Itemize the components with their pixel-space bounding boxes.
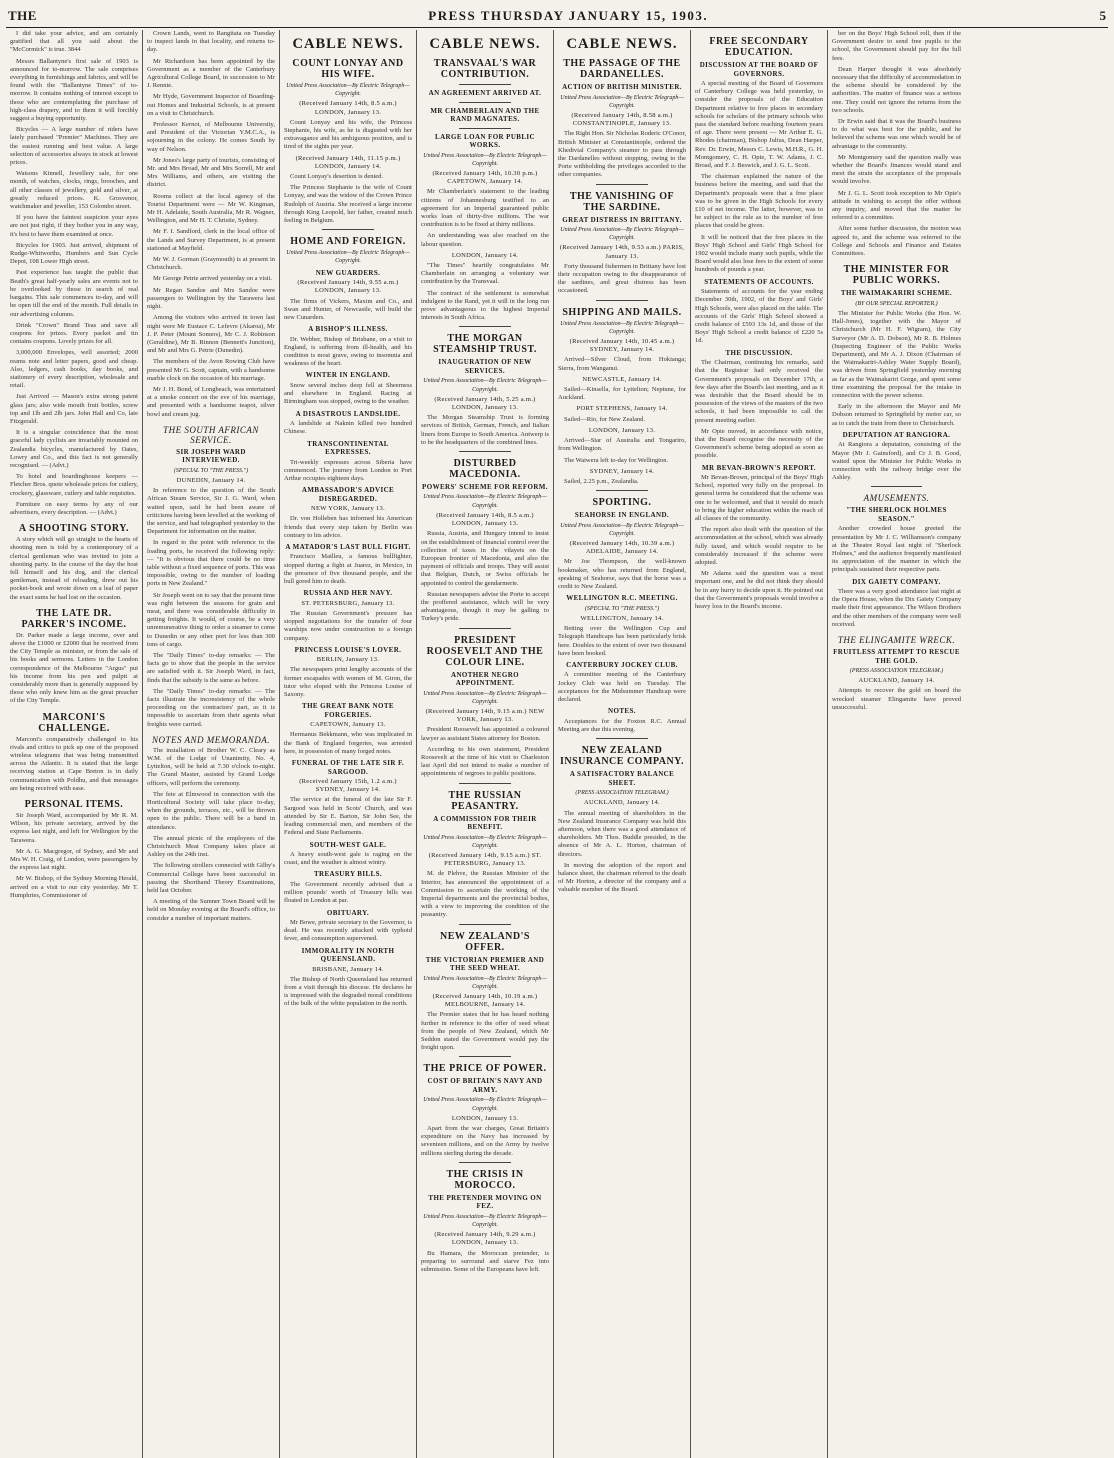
paragraph: Sailed, 2.25 p.m., Zealandia. — [564, 477, 639, 485]
sub-headline: DISCUSSION AT THE BOARD OF GOVERNORS. — [699, 61, 819, 78]
dateline: BRISBANE, January 14. — [312, 965, 384, 973]
paragraph: Mr Joe Thompson, the well-known bookmaker, who has returned from England, speaking of Seahorse, says that the horse was a credit to New Zealand. — [558, 558, 686, 591]
section-headline: THE LATE DR. PARKER'S INCOME. — [21, 607, 127, 630]
section-headline: DISTURBED MACEDONIA. — [449, 457, 521, 480]
credit-line: United Press Association—By Electric Telegraph—Copyright. — [560, 227, 684, 242]
paragraph: Dr. Parker made a large income, over and above the £1000 or £2000 that he received from the City Temple as minister, or from the sale of his books and sermons. Letters in the London correspondence of the Melbourne "Argus" put his income from his pen and pulpit at considerably more than is generally supposed by those who only knew him as the great preacher of the City Temple. — [10, 631, 138, 705]
paragraph: Mr Hyde, Government Inspector of Boarding-out Homes and Industrial Schools, is at present on a visit to Christchurch. — [147, 93, 275, 117]
paragraph: To hotel and boardinghouse keepers — Fletcher Bros. quote wholesale prices for cutlery, crockery, glassware, cutlery and table requisites. — [10, 473, 138, 497]
credit-line: United Press Association—By Electric Telegraph—Copyright. — [560, 320, 684, 335]
dateline: (Received January 14th, 9.55 a.m.) LONDON, January 13. — [297, 279, 399, 295]
section-headline: SPORTING. — [592, 497, 652, 509]
divider — [871, 486, 923, 487]
paragraph: The Morgan Steamship Trust is forming services of British, German, French, and Italian liners from Europe to South America. Antwerp is to be the headquarters of the combined lines. — [421, 414, 549, 446]
paragraph: Bicycles for 1903. Just arrived, shipment of Rudge-Whitworths, Humbers and Sun Cycle Depot, 108 Lower High street. — [10, 241, 138, 266]
paragraph: Mr Jones's large party of tourists, consisting of Mr. and Mrs Broad, Mr and Mrs Sorrell, Mr and Mrs Williams, and others, are visiting the district. — [147, 156, 275, 189]
column-5 — [554, 30, 691, 1458]
sub-headline: POWERS' SCHEME FOR REFORM. — [422, 482, 548, 491]
italic-headline: THE ELINGAMITE WRECK. — [837, 635, 956, 646]
paragraph: The Premier states that he has heard nothing further in reference to the offer of seed wheat from the people of New Zealand, which Mr Seddon stated the Government would pay the freight upon. — [421, 1011, 549, 1052]
column-3 — [280, 30, 417, 1458]
sub-headline: FRUITLESS ATTEMPT TO RESCUE THE GOLD. — [833, 648, 960, 665]
paragraph: There was a very good attendance last night at the Opera House, when the Dix Gaiety Company made their first appearance. The Wilson Brothers and the other members of the company were well received. — [832, 588, 961, 628]
sub-headline: WELLINGTON R.C. MEETING. — [566, 594, 678, 603]
paragraph: "The Times" heartily congratulates Mr Chamberlain on arranging a voluntary war contribution by the Transvaal. — [421, 261, 549, 286]
dateline: SYDNEY, January 14. — [589, 467, 655, 475]
divider — [459, 1056, 510, 1057]
dateline: (Received January 14th, 11.15 p.m.) LONDON, January 14. — [295, 154, 401, 170]
paragraph: Russia, Austria, and Hungary intend to insist on the establishment of financial control over the collection of taxes in the vilayets on the European frontier of Macedonia, and also the payment of officials and troops. They will assist that Belgian, Dutch, or Swiss officials be appointed to control the gendarmerie. — [421, 530, 549, 587]
paragraph: A committee meeting of the Canterbury Jockey Club was held on Tuesday. The acceptances for the Midsummer Handicap were declared. — [558, 671, 686, 704]
dateline: NEW YORK, January 13. — [311, 505, 385, 513]
divider — [459, 1162, 510, 1163]
divider — [459, 128, 510, 129]
paragraph: A meeting of the Sumner Town Board will be held on Monday evening at the Board's office, to consider a number of important matters. — [147, 898, 275, 922]
dateline: LONDON, January 14. — [451, 251, 519, 259]
paragraph: Mr W. J. Gorman (Graymouth) is at present in Christchurch. — [147, 256, 275, 272]
divider — [596, 738, 647, 739]
dateline: BERLIN, January 13. — [316, 656, 380, 664]
sub-headline: TREASURY BILLS. — [313, 870, 383, 879]
sub-headline: ANOTHER NEGRO APPOINTMENT. — [450, 670, 519, 688]
credit-line: United Press Association—By Electric Telegraph—Copyright. — [423, 1213, 547, 1229]
paragraph: Russian newspapers advise the Porte to accept the proffered assistance, which will be very advantageous, though it may be galling to Turkey's pride. — [421, 590, 549, 623]
dateline: (Received January 14th, 9.15 a.m.) ST. PETERSBURG, January 13. — [428, 851, 542, 868]
dateline: AUCKLAND, January 14. — [584, 799, 660, 807]
section-headline: A SHOOTING STORY. — [18, 523, 130, 535]
sub-headline: GREAT DISTRESS IN BRITTANY. — [562, 215, 682, 224]
credit-line: (SPECIAL TO "THE PRESS.") — [584, 605, 660, 612]
paragraph: M. de Plehve, the Russian Minister of the Interior, has announced the appointment of a Commission to ascertain the working of the Imperial departments and the provincial bodies, with a view to improving the condition of the peasantry. — [421, 870, 549, 919]
paragraph: Hermanus Bekkmann, who was implicated in the Bank of England forgeries, was arrested here, in possession of many forged notes. — [284, 731, 412, 755]
paragraph: The Russian Government's pressure has stopped negotiations for the transfer of four warships now under construction to a foreign company. — [284, 609, 412, 642]
paragraph: The "Daily Times" to-day remarks: — The facts go to show that the people in the service are satisfied with it. Sir Joseph Ward, in fact, finds that the subsidy is the same as before. — [147, 652, 275, 684]
paragraph: The Government recently advised that a million pounds' worth of Treasury bills was floated in London at par. — [284, 880, 412, 905]
sub-headline: LARGE LOAN FOR PUBLIC WORKS. — [435, 132, 535, 149]
divider — [459, 924, 510, 925]
paragraph: The newspapers print lengthy accounts of the former escapades with women of M. Giron, the tutor who eloped with the Princess Louise of Saxony. — [284, 666, 412, 699]
credit-line: (PRESS ASSOCIATION TELEGRAM.) — [575, 790, 669, 797]
column-1 — [6, 30, 143, 1458]
credit-line: (SPECIAL TO "THE PRESS.") — [173, 467, 249, 474]
dateline: ST. PETERSBURG, January 13. — [301, 599, 395, 607]
masthead-title: PRESS THURSDAY JANUARY 15, 1903. — [428, 8, 709, 23]
column-banner: CABLE NEWS. — [429, 36, 541, 52]
divider — [459, 783, 510, 784]
column-banner: CABLE NEWS. — [292, 36, 404, 52]
section-headline: THE MORGAN STEAMSHIP TRUST. — [433, 333, 537, 356]
credit-line: United Press Association—By Electric Telegraph—Copyright. — [423, 1097, 547, 1112]
sub-headline: SIR JOSEPH WARD INTERVIEWED. — [176, 447, 246, 465]
paragraph: Sailed—Rio, for New Zealand. — [564, 415, 646, 423]
sub-headline: THE VICTORIAN PREMIER AND THE SEED WHEAT. — [425, 955, 545, 973]
paragraph: Just Arrived — Mason's extra strong patent glass jars; also wide mouth fruit bottles, screw top and 1lb and 2lb jars. John Hall and Co, late Fitzgerald. — [10, 393, 138, 425]
section-headline: THE PASSAGE OF THE DARDANELLES. — [563, 58, 681, 80]
paragraph: Acceptances for the Foxton R.C. Annual Meeting are due this evening. — [558, 717, 686, 733]
dateline: (Received January 14th, 8.5 a.m.) LONDON, January 13. — [299, 100, 397, 116]
sub-headline: A COMMISSION FOR THEIR BENEFIT. — [433, 814, 537, 832]
credit-line: United Press Association—By Electric Telegraph—Copyright. — [423, 494, 547, 509]
dateline: CAPETOWN, January 13. — [310, 721, 386, 729]
paragraph: Sir Joseph Ward, accompanied by Mr R. M. Wilson, his private secretary, arrived by the express last night, and left for Wellington by the Tarawera. — [10, 812, 138, 844]
paragraph: Mr Adams said the question was a most important one, and he did not think they should be in any hurry to decide upon it. He pointed out that the Government's proposals would involve a heavy loss to the Board's income. — [695, 570, 823, 611]
paragraph: The report also dealt with the question of the accommodation at the school, which was already fully taxed, and which would require to be considerably increased if the scheme were adopted. — [695, 526, 823, 567]
dateline: (Received January 14th, 8.5 a.m.) LONDON, January 13. — [436, 511, 534, 528]
paragraph: Count Lonyay and his wife, the Princess Stephanie, his wife, as he is disgusted with her extravagance and his ambiguous position, and is tired of the sights per year. — [284, 118, 412, 151]
paragraph: In reference to the question of the South African Steam Service, Sir J. G. Ward, when waited upon, said he had been aware of criticisms having been levelled at the working of the service, and had telegraphed yesterday to the Department for information on the matter. — [147, 487, 275, 536]
section-headline: TRANSVAAL'S WAR CONTRIBUTION. — [433, 58, 537, 80]
paragraph: A special meeting of the Board of Governors of Canterbury College was held yesterday, to consider the proposals of the Education Department relative to free places in secondary schools for scholars of the primary schools who pass the standard before reaching fourteen years of age. There were present — Mr Arthur E. G. Rhodes (chairman), Bishop Julius, Dean Harper, Rev. Dr. Erwin, Messrs C. Lewis, M.H.R., G. H. Montgomery, C. H. Opie, T. W. Adams, J. C. Broad, and F. J. Beswick, and J. G. L. Scott. — [695, 80, 823, 170]
section-headline: NEW ZEALAND INSURANCE COMPANY. — [559, 745, 684, 768]
paragraph: Watsons Kinnell, Jewellery sale, for one month, of watches, clocks, rings, brooches, and all other classes of jewellery, gold and silver, at greatly reduced prices. K. Grosvenor, watchmaker and jeweller, 153 Colombo street. — [10, 170, 138, 211]
dateline: (Received January 14th, 10.30 p.m.) CAPETOWN, January 14. — [432, 169, 538, 186]
paragraph: The annual picnic of the employees of the Christchurch Meat Company takes place at Ashley on the 24th inst. — [147, 834, 275, 859]
paragraph: In moving the adoption of the report and balance sheet, the chairman referred to the death of Mr Horton, a director of the company and a valuable member of the Board. — [558, 861, 686, 894]
paragraph: Mr Bowe, private secretary to the Governor, is dead. He was recently attacked with typhoid fever, and consumption supervened. — [284, 919, 412, 943]
divider — [596, 300, 647, 301]
credit-line: United Press Association—By Electric Telegraph—Copyright. — [286, 250, 410, 265]
paragraph: The fete at Elmwood in connection with the Horticultural Society will take place to-day, when the grounds, terraces, etc., will be thrown open to the public. There will be a band in attendance. — [147, 790, 275, 831]
section-headline: COUNT LONYAY AND HIS WIFE. — [292, 58, 404, 80]
paragraph: The following strollers connected with Gilby's Commercial College have been successful in passing the Shorthand Theory Examinations, held last October. — [147, 862, 275, 895]
page-number: 5 — [1099, 8, 1106, 23]
column-4 — [417, 30, 554, 1458]
divider — [459, 102, 510, 103]
section-headline: NEW ZEALAND'S OFFER. — [440, 930, 530, 953]
paragraph: Messrs Ballantyne's first sale of 1903 is announced for to-morrow. The sale comprises everything in furnishings and fabrics, and will be found with the "Ballantyne Times" of to-morrow. It contains nothing of interest except to those who are contemplating the purchase of high-class drapery, and to them it will forcibly suggest a buying opportunity. — [10, 57, 138, 123]
paragraph: After some further discussion, the motion was agreed to, and the scheme was referred to the College and Schools and Finance and Estates Committees. — [832, 225, 961, 258]
paragraph: The chairman explained the nature of the business before the meeting, and said that the Department's proposals were that a free place was to be given in the High Schools for every £10 of net income. The latter, however, was to be subject to the rule as to the number of free places that could be given. — [695, 173, 823, 230]
paragraph: The Bishop of North Queensland has returned from a visit through his diocese. He declares he is impressed with the degraded moral conditions of the bulk of the white population in the north. — [284, 975, 412, 1008]
sub-headline: ACTION OF BRITISH MINISTER. — [562, 83, 682, 91]
paragraph: Furniture on easy terms by any of our advertisers, every description. — (Advt.) — [10, 500, 138, 516]
italic-headline: AMUSEMENTS. — [863, 493, 930, 504]
paragraph: The firms of Vickers, Maxim and Co., and Swan and Hunter, of Newcastle, will build the new Cunarders. — [284, 297, 412, 321]
sub-headline: PRINCESS LOUISE'S LOVER. — [294, 645, 402, 654]
sub-headline: THE PRETENDER MOVING ON FEZ. — [428, 1193, 542, 1211]
section-headline: SHIPPING AND MAILS. — [562, 306, 682, 318]
paragraph: Mr Chamberlain's statement to the leading citizens of Johannesburg testified to an agreement for an Imperial guaranteed public works loan of thirty-five millions. The war contribution is to be fixed at thirty millions. — [421, 188, 549, 229]
paragraph: Dr. von Holleben has informed his American friends that every step taken by Berlin was contrary to his advice. — [284, 515, 412, 539]
paragraph: Bu Hamara, the Moroccan pretender, is preparing to surround and starve Fez into submission. Some of the Europeans have left. — [421, 1249, 549, 1274]
paragraph: The Waiwera left to-day for Wellington. — [564, 456, 669, 464]
sub-headline: A BISHOP'S ILLNESS. — [308, 325, 388, 334]
paragraph: The Right Hon. Sir Nicholas Roderic O'Conor, British Minister at Constantinople, ordered the Khedivial Company's steamer to pass through the Dardanelles without stopping, owing to the Porte withholding the privileges accorded to the other companies. — [558, 130, 686, 179]
paragraph: The Minister for Public Works (the Hon. W. Hall-Jones), together with the Mayor of Christchurch (Mr H. F. Wigram), the City Surveyor (Mr A. D. Dobson), Mr R. B. Holmes (Inspecting Engineer of the Public Works Department), and Mr A. J. Dixon (Chairman of the Waimakariri-Ashley Water Supply Board), was driven from Springfield yesterday morning as far as the Waimakariri Gorge, and spent some time examining the proposal for the intake in connection with the power scheme. — [832, 309, 961, 400]
masthead — [6, 6, 1108, 28]
paragraph: Mr J. G. L. Scott took exception to Mr Opie's attitude in wishing to accept the offer without any inquiry, and moved that the matter be referred to a committee. — [832, 189, 961, 222]
paragraph: Count Lonyay's desertion is denied. — [290, 173, 384, 181]
sub-headline: TRANSCONTINENTAL EXPRESSES. — [307, 439, 389, 456]
dateline: (Received January 14th, 5.25 a.m.) LONDON, January 13. — [434, 395, 536, 411]
paragraph: President Roosevelt has appointed a coloured lawyer as assistant States attorney for Boston. — [421, 726, 549, 742]
column-2 — [143, 30, 280, 1458]
dateline: WELLINGTON, January 14. — [580, 614, 664, 622]
sub-headline: NOTES. — [608, 707, 636, 716]
section-headline: THE RUSSIAN PEASANTRY. — [448, 789, 522, 812]
paragraph: Francisco Mailleu, a famous bullfighter, stopped during a fight at Juarez, in Mexico, in the presence of five thousand people, and the bull gored him to death. — [284, 553, 412, 586]
paragraph: Forty thousand fishermen in Brittany have lost their occupation owing to the disappearance of the sardines, and great distress has been occasioned. — [558, 262, 686, 295]
paragraph: Dean Harper thought it was absolutely necessary that the difficulty of accommodation in the scheme should be considered by the authorities. The matter of finance was a serious one. They could not ignore the returns from the two schools. — [832, 65, 961, 114]
paragraph: Arrived—Silver Cloud, from Hokianga; Sierra, from Wanganui. — [558, 356, 686, 372]
dateline: (Received January 14th, 9.15 a.m.) NEW YORK, January 13. — [425, 707, 545, 724]
dateline: PORT STEPHENS, January 14. — [576, 405, 668, 413]
paragraph: Snow several inches deep fell at Sheerness and elsewhere in England. Racing at Birmingham was stopped, owing to the weather. — [284, 381, 412, 406]
paragraph: Arrived—Star of Australia and Tongariro, from Wellington. — [558, 437, 686, 453]
paragraph: Drink "Crown" Brand Teas and save all coupons for prizes. Every packet and tin contains coupons. Lovely prizes for all. — [10, 321, 138, 346]
paragraph: The contract of the settlement is somewhat indulgent to the Rand, yet it will in the long run prove advantageous to the highest Imperial interests in South Africa. — [421, 289, 549, 322]
sub-headline: WINTER IN ENGLAND. — [305, 371, 391, 380]
paragraph: Mr Opie moved, in accordance with notice, that the Board recognise the necessity of the Government's scheme being adopted as soon as possible. — [695, 427, 823, 460]
divider — [459, 451, 510, 452]
credit-line: United Press Association—By Electric Telegraph—Copyright. — [423, 152, 547, 167]
paragraph: Statements of accounts for the year ending December 30th, 1902, of the Boys' and Girls' High Schools, were also placed on the table. The accounts of the Girls' High School showed a credit balance of £593 13s 1d, and those of the Boys' High School a credit balance of £220 5s 1d. — [695, 288, 823, 345]
masthead-left: THE — [8, 8, 37, 23]
paragraph: The "Daily Times" to-day remarks: — The facts illustrate the inconsistency of the whole proceeding on the contractors' part, as it is impossible to ascertain from their agents what freights were carried. — [147, 687, 275, 728]
section-headline: THE MINISTER FOR PUBLIC WORKS. — [843, 264, 950, 287]
dateline: AUCKLAND, January 14. — [858, 677, 935, 685]
sub-headline: "THE SHERLOCK HOLMES SEASON." — [846, 506, 947, 523]
paragraph: An understanding was also reached on the labour question. — [421, 232, 549, 248]
section-headline: PRESIDENT ROOSEVELT AND THE COLOUR LINE. — [426, 634, 544, 668]
sub-headline: IMMORALITY IN NORTH QUEENSLAND. — [301, 946, 395, 964]
dateline: LONDON, January 13. — [451, 1114, 519, 1122]
credit-line: United Press Association—By Electric Telegraph—Copyright. — [560, 522, 684, 537]
paragraph: Apart from the war charges, Great Britain's expenditure on the Navy has increased by seventeen millions, and on the Army by twelve millions sterling during the decade. — [421, 1125, 549, 1157]
paragraph: It will be noticed that the free places in the Boys' High School and Girls' High School for 1902 would include many such pupils, while the Board would also lose fees to the extent of some hundreds of pounds a year. — [695, 233, 823, 274]
paragraph: According to his own statement, President Roosevelt at the time of his visit to Charleston last April did not intend to make a number of appointments of negroes to public positions. — [421, 745, 549, 778]
paragraph: Mr W. Bishop, of the Sydney Morning Herald, arrived on a visit to our city yesterday. Mr T. Humphries, Commissioner of — [10, 875, 138, 899]
dateline: (Received January 15th, 1.2 a.m.) SYDNEY, January 14. — [299, 778, 397, 794]
paragraph: Crown Lands, went to Rangitata on Tuesday to inspect lands in that locality, and returns to-day. — [147, 30, 275, 54]
section-headline: MARCONI'S CHALLENGE. — [38, 711, 110, 734]
paragraph: The service at the funeral of the late Sir F. Sargood was held in Scots' Church, and was attended by Sir E. Barton, Sir John See, the leading commercial men, and members of the Federal and State Parliaments. — [284, 796, 412, 837]
sub-headline: RUSSIA AND HER NAVY. — [303, 589, 393, 598]
sub-headline: THE WAIMAKARIRI SCHEME. — [840, 289, 953, 298]
divider — [459, 628, 510, 629]
paragraph: Mr Richardson has been appointed by the Government as a member of the Canterbury Agricultural College Board, in succession to Mr J. Rennie. — [147, 57, 275, 90]
divider — [459, 84, 510, 85]
paragraph: Sailed—Kinsella, for Lyttelton; Neptune, for Auckland. — [558, 386, 686, 402]
dateline: (Received January 14th, 10.19 a.m.) MELBOURNE, January 14. — [432, 993, 538, 1009]
paragraph: A story which will go straight to the hearts of shooting men is told by a contemporary of a clerical gentleman who was invited to join a shooting party. In the course of the day the host fell himself and his dog, and the clerical gentleman, instead of reloading, drew out his pocket-book and wrote down on a leaf of paper the exact sums he had lost on the occasion. — [10, 536, 138, 601]
sub-headline: A DISASTROUS LANDSLIDE. — [295, 409, 401, 418]
paragraph: Rooms collect at the local agency of the Tourist Department were — Mr W. Kingman, Mr H. Adelaide, South Australia, Mr R. Wagner, Wellington, and Mr H. T. Christie, Sydney. — [147, 192, 275, 225]
sub-headline: OBITUARY. — [326, 908, 370, 917]
column-banner: CABLE NEWS. — [566, 36, 678, 52]
divider — [322, 229, 373, 230]
section-headline: THE CRISIS IN MOROCCO. — [446, 1168, 524, 1191]
paragraph: Mr Bevan-Brown, principal of the Boys' High School, reported very fully on the proposal. In general terms he considered that the scheme was one to be welcomed, and that it would do much to bring the higher education within the reach of all classes of the community. — [695, 474, 823, 523]
dateline: (Received January 14th, 8.58 a.m.) CONSTANTINOPLE, January 13. — [571, 111, 673, 128]
section-headline: HOME AND FOREIGN. — [290, 236, 406, 248]
divider — [596, 490, 647, 491]
sub-headline: THE GREAT BANK NOTE FORGERIES. — [302, 702, 394, 719]
credit-line: (PRESS ASSOCIATION TELEGRAM.) — [849, 668, 944, 675]
sub-headline: SOUTH-WEST GALE. — [309, 840, 387, 849]
divider — [596, 184, 647, 185]
paragraph: The members of the Avon Rowing Club have presented Mr G. Scott, captain, with a handsome marble clock on the occasion of his marriage. — [147, 358, 275, 382]
paragraph: Bicycles — A large number of riders have lately purchased "Premier" Machines. They are the easiest running and best value. A large selection of accessories always in stock at lowest prices. — [10, 126, 138, 167]
dateline: (Received January 14th, 10.45 a.m.) SYDNEY, January 14. — [569, 338, 675, 354]
sub-headline: DIX GAIETY COMPANY. — [852, 577, 941, 586]
paragraph: Marconi's comparatively challenged to his rivals and critics to pick up one of the proposed wireless telegrams that was being transmitted across the Atlantic. It is stated that the large receiving station at Cape Breton is in daily communication with Poldhu, and that messages are being received with ease. — [10, 735, 138, 792]
dateline: (Received January 14th, 9.29 a.m.) LONDON, January 13. — [434, 1231, 536, 1247]
paragraph: Among the visitors who arrived in town last night were Mr Eustace C. Lefevre (Akaroa), Mr J. P. Peter (Mount Somers), Mr C. J. Robinson (Geraldine), Mr B. Rinnon (Bennett's Junction), and Mr and Mrs G. Petrie (Dunedin). — [147, 314, 275, 355]
dateline: DUNEDIN, January 14. — [176, 476, 246, 484]
paragraph: The annual meeting of shareholders in the New Zealand Insurance Company was held this afternoon, when there was a good attendance of shareholders. Mr Thos. Buddle presided, in the absence of Mr A. L. Horton, chairman of directors. — [558, 809, 686, 858]
sub-headline: AMBASSADOR'S ADVICE DISREGARDED. — [301, 486, 395, 503]
paragraph: Sir Joseph went on to say that the present time was right between the seasons for grain and meat, and there was considerable difficulty in getting freights. It would, of course, be a very unremunerative thing to order a steamer to come to Dunedin or any other port for less than 300 tons of cargo. — [147, 591, 275, 648]
paragraph: Dr Erwin said that it was the Board's business to do what was best for the public, and he believed the scheme was one which would be of advantage to the community. — [832, 118, 961, 150]
column-7 — [828, 30, 965, 1458]
paragraph: ber on the Boys' High School roll, then if the Government desire to send free pupils to the school, the Government should pay for the full fees. — [832, 30, 961, 62]
paragraph: Mr Montgomery said the question really was whether the Board's finances would stand and meet the strain the acceptance of the proposals would involve. — [832, 153, 961, 186]
sub-headline: STATEMENTS OF ACCOUNTS. — [704, 277, 814, 286]
sub-headline: MR BEVAN-BROWN'S REPORT. — [702, 463, 816, 472]
paragraph: Mr George Petrie arrived yesterday on a visit. — [153, 275, 273, 283]
italic-headline: THE SOUTH AFRICAN SERVICE. — [163, 424, 259, 445]
dateline: LONDON, January 13. — [588, 426, 656, 434]
dateline: (Received January 14th, 10.39 a.m.) ADELAIDE, January 14. — [569, 540, 675, 556]
paragraph: The Princess Stephanie is the wife of Count Lonyay, and was the widow of the Crown Prince Rudolph of Austria. She received a large income through King Leopold, her father, created much feeling in Belgium. — [284, 184, 412, 225]
dateline: (Received January 14th, 9.53 a.m.) PARIS, January 13. — [559, 244, 685, 260]
sub-headline: DEPUTATION AT RANGIORA. — [842, 430, 951, 439]
paragraph: Mr A. G. Macgregor, of Sydney, and Mr and Mrs W. H. Craig, of London, were passengers by the express last night. — [10, 847, 138, 872]
sub-headline: AN AGREEMENT ARRIVED AT. — [428, 89, 542, 97]
paragraph: A landslide at Naknin killed two hundred Chinese. — [284, 420, 412, 436]
sub-headline: A MATADOR'S LAST BULL FIGHT. — [285, 542, 411, 551]
credit-line: United Press Association—By Electric Telegraph—Copyright. — [423, 834, 547, 849]
divider — [459, 326, 510, 327]
dateline: NEWCASTLE, January 14. — [582, 375, 662, 383]
credit-line: United Press Association—By Electric Telegraph—Copyright. — [423, 378, 547, 393]
sub-headline: CANTERBURY JOCKEY CLUB. — [566, 660, 678, 669]
credit-line: (BY OUR SPECIAL REPORTER.) — [855, 300, 938, 307]
paragraph: Another crowded house greeted the presentation by Mr J. C. Williamson's company at the Theatre Royal last night of "Sherlock Holmes," and the audience frequently manifested its appreciation of the manner in which the principals sustained their respective parts. — [832, 525, 961, 574]
paragraph: At Rangiora a deputation, consisting of the Mayor (Mr J. Gainsford), and Cr J. B. Good, waited upon the Minister for Public Works in connection with the railway bridge over the Ashley. — [832, 441, 961, 482]
paragraph: Mr Regan Sandoe and Mrs Sandoe were passengers to Wellington by the Tarawera last night. — [147, 286, 275, 311]
paragraph: It is a singular coincidence that the most graceful lady cyclists are invariably mounted on Zealandia bicycles, manufactured by Oates, Lowry and Co., and this fact is not generally recognised. — (Advt.) — [10, 429, 138, 469]
paragraph: Professor Kernot, of Melbourne University, and President of the Victorian Y.M.C.A., is sojourning in the colony. He comes South by way of Nelson. — [147, 121, 275, 153]
credit-line: United Press Association—By Electric Telegraph—Copyright. — [560, 94, 684, 109]
sub-headline: A SATISFACTORY BALANCE SHEET. — [569, 770, 675, 787]
section-headline: FREE SECONDARY EDUCATION. — [709, 36, 809, 58]
section-headline: PERSONAL ITEMS. — [24, 799, 124, 811]
section-headline: THE VANISHING OF THE SARDINE. — [569, 190, 675, 213]
sub-headline: MR CHAMBERLAIN AND THE RAND MAGNATES. — [430, 106, 540, 123]
paragraph: A heavy south-west gale is raging on the coast, and the weather is almost wintry. — [284, 851, 412, 867]
column-6 — [691, 30, 828, 1458]
sub-headline: FUNERAL OF THE LATE SIR F. SARGOOD. — [291, 759, 405, 776]
paragraph: Tri-weekly expresses across Siberia have commenced. The journey from London to Port Arthur occupies eighteen days. — [284, 458, 412, 482]
paragraph: Mr F. I. Sandford, clerk in the local office of the Lands and Survey Department, is at present stationed at Mayfield. — [147, 228, 275, 252]
paragraph: If you have the faintest suspicion your eyes are not just right, if they bother you in any way, it's best to have them examined at once. — [10, 214, 138, 238]
paragraph: Attempts to recover the gold on board the wrecked steamer Elingamite have proved unsuccessful. — [832, 687, 961, 711]
paragraph: The installation of Brother W. C. Cleary as W.M. of the Lodge of Unanimity, No. 4, Lyttelton, will be held at 7.30 o'clock to-night. The Grand Master, assisted by Grand Lodge officers, will perform the ceremony. — [147, 746, 275, 787]
paragraph: The Chairman, continuing his remarks, said that the Registrar had only received the Government's proposals on December 17th, a few days after the Board's last meeting, and as it was desirable that the Board should be in possession of the views of the masters of the two schools, it had been impossible to call the present meeting earlier. — [695, 359, 823, 424]
paragraph: Past experience has taught the public that Beath's great half-yearly sales are events not to be overlooked by those in search of real bargains. This sale commences to-day, and will be open till the end of the month. Full details in our advertising columns. — [10, 269, 138, 318]
credit-line: United Press Association—By Electric Telegraph—Copyright. — [286, 83, 410, 98]
sub-headline: INAUGURATION OF NEW SERVICES. — [438, 358, 532, 375]
sub-headline: THE DISCUSSION. — [725, 348, 793, 357]
paragraph: Betting over the Wellington Cup and Telegraph Handicaps has been particularly brisk here. Doubles to the extent of over two thousand have been booked. — [558, 625, 686, 657]
credit-line: United Press Association—By Electric Telegraph—Copyright. — [423, 975, 547, 990]
paragraph: Mr J. H. Bond, of Longbeach, was entertained at a smoke concert on the eve of his marriage, and presented with a handsome teapot, silver bowl and cream jug. — [147, 385, 275, 418]
columns — [6, 30, 1108, 1458]
paragraph: Dr. Webber, Bishop of Brisbane, on a visit to England, is suffering from ill-health, and his condition is most grave, owing to insomnia and weakness of the heart. — [284, 335, 412, 368]
paragraph: In regard to the point with reference to the loading ports, he received the following reply: — "It is obvious that there could be no time table without a fixed sequence of ports. This was impossible, owing to the number of loading ports in New Zealand." — [147, 539, 275, 588]
sub-headline: NEW GUARDERS. — [315, 268, 381, 277]
section-headline: THE PRICE OF POWER. — [423, 1063, 547, 1075]
paragraph: I did take your advice, and am certainly gratified that all you said about the "McCormick" is true. 3844 — [10, 30, 138, 54]
paragraph: 3,000,000 Envelopes, well assorted; 2000 reams note and letter papers, good and cheap. Also, ledgers, cash books, day books, and stationery of every description, wholesale and retail. — [10, 349, 138, 390]
sub-headline: COST OF BRITAIN'S NAVY AND ARMY. — [427, 1077, 543, 1094]
italic-headline: NOTES AND MEMORANDA. — [151, 734, 271, 745]
paragraph: Early in the afternoon the Mayor and Mr Dobson returned to Springfield by motor car, so as to catch the train from there to Christchurch. — [832, 403, 961, 427]
sub-headline: SEAHORSE IN ENGLAND. — [574, 511, 670, 520]
credit-line: United Press Association—By Electric Telegraph—Copyright. — [423, 690, 547, 705]
